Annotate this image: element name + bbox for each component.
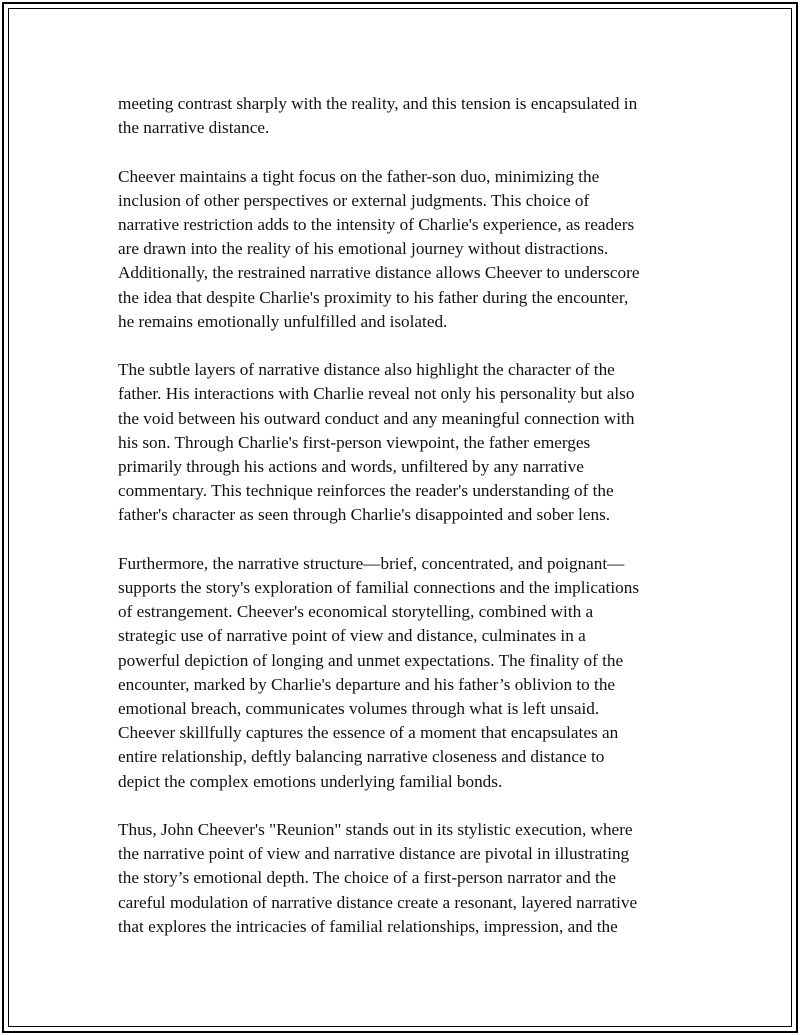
- text-line: are drawn into the reality of his emotional journey without distractions.: [118, 239, 609, 259]
- text-line: supports the story's exploration of familial connections and the implications: [118, 578, 640, 598]
- text-line: inclusion of other perspectives or external judgments. This choice of: [118, 190, 590, 210]
- text-line: entire relationship, deftly balancing narrative closeness and distance to: [118, 747, 605, 767]
- text-line: Thus, John Cheever's "Reunion" stands out in its stylistic execution, where: [118, 820, 633, 840]
- text-line: meeting contrast sharply with the reality, and this tension is encapsulated in: [118, 94, 638, 113]
- text-line: narrative restriction adds to the intensity of Charlie's experience, as readers: [118, 215, 635, 234]
- text-line: the void between his outward conduct and any meaningful connection with: [118, 408, 635, 428]
- text-line: father's character as seen through Charlie's disappointed and sober lens.: [118, 505, 611, 525]
- text-line: father. His interactions with Charlie reveal not only his personality but also: [118, 384, 635, 404]
- text-line: the story’s emotional depth. The choice of a first-person narrator and the: [118, 868, 616, 888]
- text-line: of estrangement. Cheever's economical storytelling, combined with a: [118, 602, 594, 622]
- text-line: commentary. This technique reinforces the reader's understanding of the: [118, 481, 614, 501]
- text-line: primarily through his actions and words, unfiltered by any narrative: [118, 457, 584, 477]
- text-line: that explores the intricacies of familial relationships, impression, and the: [118, 916, 618, 936]
- text-line: the narrative point of view and narrative distance are pivotal in illustrating: [118, 844, 630, 864]
- text-line: his son. Through Charlie's first-person viewpoint, the father emerges: [118, 432, 591, 452]
- paragraph-2: [118, 165, 688, 334]
- paragraph-3: [118, 358, 688, 527]
- text-line: the narrative distance.: [118, 118, 270, 138]
- paragraph-5: [118, 818, 688, 939]
- text-line: strategic use of narrative point of view and distance, culminates in a: [118, 626, 586, 646]
- text-line: Furthermore, the narrative structure—brief, concentrated, and poignant—: [118, 553, 625, 573]
- text-line: the idea that despite Charlie's proximity to his father during the encounter,: [118, 287, 629, 307]
- text-line: Cheever maintains a tight focus on the father-son duo, minimizing the: [118, 166, 600, 186]
- text-line: powerful depiction of longing and unmet expectations. The finality of the: [118, 650, 624, 670]
- text-line: depict the complex emotions underlying familial bonds.: [118, 771, 503, 791]
- paragraph-1: [118, 92, 688, 140]
- paragraph-4: [118, 552, 688, 794]
- text-line: Cheever skillfully captures the essence of a moment that encapsulates an: [118, 723, 619, 743]
- text-line: encounter, marked by Charlie's departure and his father’s oblivion to the: [118, 674, 616, 694]
- text-line: emotional breach, communicates volumes through what is left unsaid.: [118, 699, 600, 719]
- text-line: careful modulation of narrative distance create a resonant, layered narrative: [118, 892, 638, 912]
- text-line: he remains emotionally unfulfilled and isolated.: [118, 311, 448, 331]
- document-body: [118, 92, 688, 963]
- text-line: The subtle layers of narrative distance also highlight the character of the: [118, 360, 615, 380]
- text-line: Additionally, the restrained narrative distance allows Cheever to underscore: [118, 263, 640, 283]
